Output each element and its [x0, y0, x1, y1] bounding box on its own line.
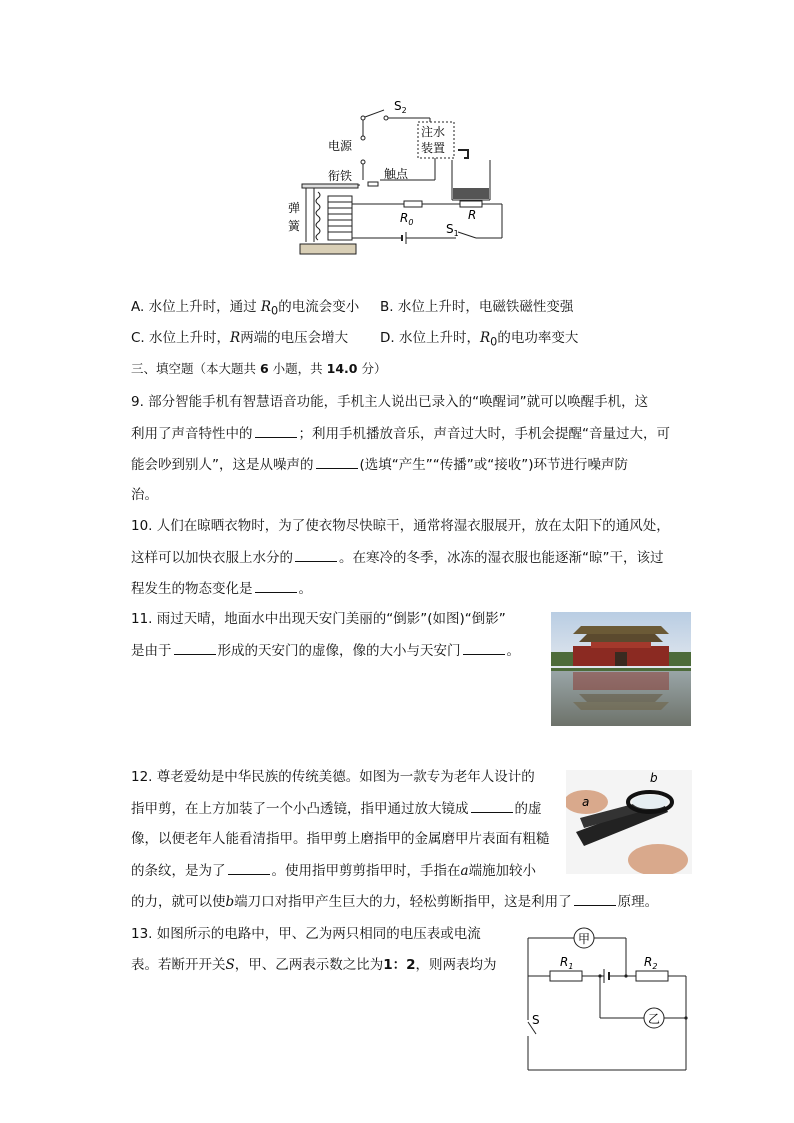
q13-line-1: 13. 如图所示的电路中，甲、乙为两只相同的电压表或电流 — [131, 926, 481, 942]
q10-blank-1[interactable] — [295, 547, 337, 562]
q10-blank-2[interactable] — [255, 578, 297, 593]
q13-line-2: 表。若断开开关S，甲、乙两表示数之比为1：2，则两表均为 — [131, 957, 497, 973]
q9-line-3: 能会吵到别人”，这是从噪声的 (选填“产生”“传播”或“接收”)环节进行噪声防 — [131, 454, 628, 475]
q10-line-3: 程发生的物态变化是 。 — [131, 578, 312, 599]
r-label: R — [468, 208, 477, 222]
clipper-label-b: b — [650, 771, 658, 785]
tiananmen-reflection-photo — [551, 612, 691, 726]
option-d: D. 水位上升时，$R_0$的电功率变大 — [380, 330, 579, 349]
q12-line-4: 的条纹，是为了 。使用指甲剪剪指甲时，手指在a端施加较小 — [131, 860, 536, 881]
nail-clipper-photo — [566, 770, 692, 874]
q9-blank-2[interactable] — [316, 454, 358, 469]
water-device-label-2: 装置 — [421, 141, 446, 155]
option-c: C. 水位上升时，R两端的电压会增大 — [131, 330, 349, 346]
r1-label: $R_1$ — [560, 955, 574, 971]
spring-label-2: 簧 — [288, 219, 301, 233]
q12-blank-3[interactable] — [574, 891, 616, 906]
q10-line-2: 这样可以加快衣服上水分的 。在寒冷的冬季，冰冻的湿衣服也能逐渐“晾”干，该过 — [131, 547, 664, 568]
q11-blank-1[interactable] — [174, 640, 216, 655]
s2-label: $S_2$ — [394, 99, 407, 115]
option-a: A. 水位上升时，通过 $R_0$的电流会变小 — [131, 299, 360, 318]
section-title: 三、填空题（本大题共 6 小题，共 14.0 分） — [131, 361, 387, 376]
q12-line-1: 12. 尊老爱幼是中华民族的传统美德。如图为一款专为老年人设计的 — [131, 769, 535, 785]
q11-line-2: 是由于 形成的天安门的虚像，像的大小与天安门 。 — [131, 640, 520, 661]
contact-label: 触点 — [384, 167, 409, 181]
q9-line-1: 9. 部分智能手机有智慧语音功能，手机主人说出已录入的“唤醒词”就可以唤醒手机，这 — [131, 394, 649, 410]
r2-label: $R_2$ — [644, 955, 658, 971]
water-device-label-1: 注水 — [421, 125, 446, 139]
meter-yi-label: 乙 — [648, 1012, 661, 1026]
meter-jia-label: 甲 — [578, 932, 591, 946]
q12-line-2: 指甲剪，在上方加装了一个小凸透镜，指甲通过放大镜成 的虚 — [131, 798, 542, 819]
meter-circuit-diagram — [518, 924, 694, 1076]
armature-label: 衔铁 — [328, 169, 353, 183]
q9-line-2: 利用了声音特性中的 ；利用手机播放音乐，声音过大时，手机会提醒“音量过大，可 — [131, 423, 670, 444]
q12-line-3: 像，以便老年人能看清指甲。指甲剪上磨指甲的金属磨甲片表面有粗糙 — [131, 831, 550, 847]
r0-label: $R_0$ — [400, 211, 414, 227]
q11-blank-2[interactable] — [463, 640, 505, 655]
q12-blank-2[interactable] — [228, 860, 270, 875]
q12-blank-1[interactable] — [471, 798, 513, 813]
spring-label-1: 弹 — [288, 201, 301, 215]
clipper-label-a: a — [582, 795, 590, 809]
q9-blank-1[interactable] — [255, 423, 297, 438]
q9-line-4: 治。 — [131, 487, 158, 503]
electromagnet-circuit-diagram — [280, 92, 520, 264]
power-label: 电源 — [328, 139, 353, 153]
s1-label: $S_1$ — [446, 222, 459, 238]
q11-line-1: 11. 雨过天晴，地面水中出现天安门美丽的“倒影”(如图)“倒影” — [131, 611, 506, 627]
q12-line-5: 的力，就可以使b端刀口对指甲产生巨大的力，轻松剪断指甲，这是利用了 原理。 — [131, 891, 658, 912]
option-b: B. 水位上升时，电磁铁磁性变强 — [380, 299, 574, 315]
q10-line-1: 10. 人们在晾晒衣物时，为了使衣物尽快晾干，通常将湿衣服展开，放在太阳下的通风处， — [131, 518, 670, 534]
switch-s-label: S — [532, 1013, 540, 1027]
